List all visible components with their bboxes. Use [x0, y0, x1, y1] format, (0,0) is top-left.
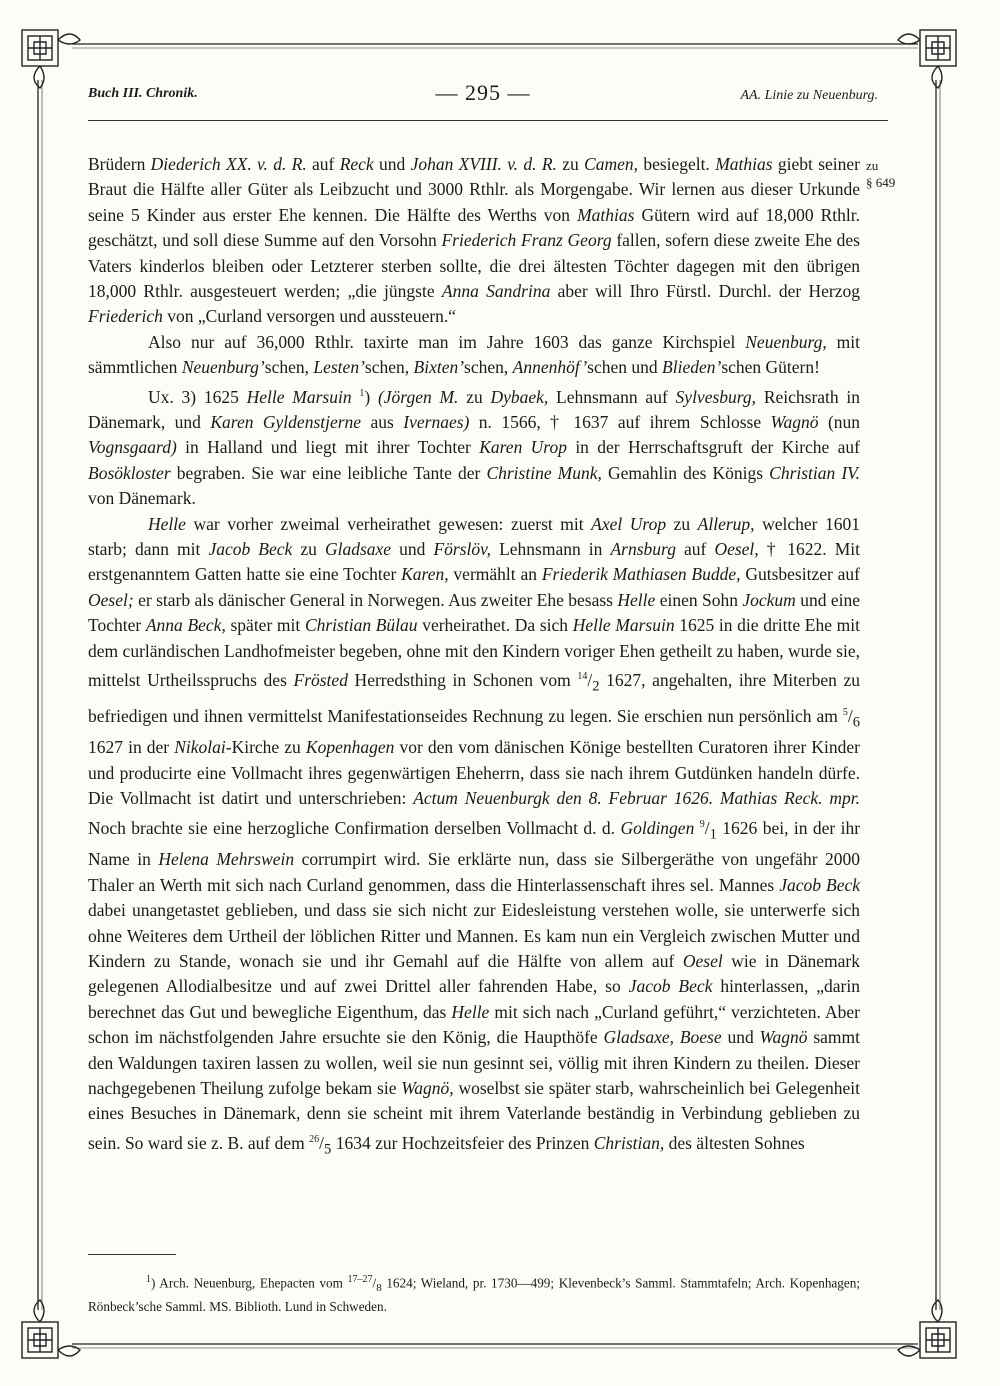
margin-note [866, 157, 936, 191]
running-header [88, 80, 878, 108]
corner-ornament-top-right [898, 30, 956, 88]
footnote-rule [88, 1254, 176, 1255]
corner-ornament-top-left [22, 30, 80, 88]
paragraph: Brüdern Diederich XX. v. d. R. auf Reck und Johan XVIII. v. d. R. zu Camen, besiegelt. Mathias giebt seiner Braut die Hälfte aller Güter als Leibzucht und 3000 Rthlr. als Morgengabe. Wir lernen aus dieser Urkunde seine 5 Kinder aus erster Ehe kennen. Die Hälfte des Werths von Mathias Gütern wird auf 18,000 Rthlr. geschätzt, und soll diese Summe auf den Vorsohn Friederich Franz Georg fallen, sofern diese zweite Ehe des Vaters kinderlos bleiben oder Letzterer sterben sollte, die drei ältesten Töchter dagegen mit den übrigen 18,000 Rthlr. ausgesteuert werden; „die jüngste Anna Sandrina aber will Ihro Fürstl. Durchl. der Herzog Friederich von „Curland versorgen und aussteuern.“ [88, 154, 861, 327]
header-rule [88, 120, 888, 121]
paragraph: Also nur auf 36,000 Rthlr. taxirte man im Jahre 1603 das ganze Kirchspiel Neuenburg, mit sämmtlichen Neuenburg’schen, Lesten’schen, Bixten’schen, Annenhöf’schen und Blieden’schen Gütern! [88, 331, 860, 378]
margin-note-section: § 649 [866, 175, 896, 190]
header-lineage: AA. Linie zu Neuenburg. [740, 88, 878, 103]
corner-ornament-bottom-right [898, 1300, 956, 1358]
page-number: — 295 — [435, 80, 531, 105]
paragraph: Ux. 3) 1625 Helle Marsuin $^1$) (Jörgen M. zu Dybaek, Lehnsmann auf Sylvesburg, Reichsrath in Dänemark, und Karen Gyldenstjerne aus Ivernaes) n. 1566, † 1637 auf ihrem Schlosse Wagnö (nun Vognsgaard) in Halland und liegt mit ihrer Tochter Karen Urop in der Herrschaftsgruft der Kirche auf Bosökloster begraben. Sie war eine leibliche Tante der Christine Munk, Gemahlin des Königs Christian IV. von Dänemark. [88, 386, 861, 509]
footnote [88, 1271, 860, 1315]
footnote-text: $^1$) Arch. Neuenburg, Ehepacten vom $^{17-27}/_8$ 1624; Wieland, pr. 1730—499; Klevenbeck’s Samml. Stammtafeln; Arch. Kopenhagen; Rönbeck’sche Samml. MS. Biblioth. Lund in Schweden. [88, 1274, 860, 1314]
header-book-chapter: Buch III. Chronik. [88, 86, 198, 101]
paragraph: Helle war vorher zweimal verheirathet gewesen: zuerst mit Axel Urop zu Allerup, welcher 1601 starb; dann mit Jacob Beck zu Gladsaxe und Förslöv, Lehnsmann in Arnsburg auf Oesel, † 1622. Mit erstgenanntem Gatten hatte sie eine Tochter Karen, vermählt an Friederik Mathiasen Budde, Gutsbesitzer auf Oesel; er starb als dänischer General in Norwegen. Aus zweiter Ehe besass Helle einen Sohn Jockum und eine Tochter Anna Beck, später mit Christian Bülau verheirathet. Da sich Helle Marsuin 1625 in die dritte Ehe mit dem curländischen Landhofmeister begeben, ohne mit den Kindern voriger Ehen getheilt zu haben, wurde sie, mittelst Urtheilsspruchs des Frösted Herredsthing in Schonen vom $^{14}/_2$ 1627, angehalten, ihre Miterben zu befriedigen und ihnen vermittelst Manifestationseides Rechnung zu legen. Sie erschien nun persönlich am $^5/_6$ 1627 in der Nikolai-Kirche zu Kopenhagen vor den vom dänischen Könige bestellten Curatoren ihrer Kinder und producirte eine Vollmacht ihres gegenwärtigen Eheherrn, dass sie nach ihrem Gutdünken handeln dürfe. Die Vollmacht ist datirt und unterschrieben: Actum Neuenburgk den 8. Februar 1626. Mathias Reck. mpr. Noch brachte sie eine herzogliche Confirmation derselben Vollmacht d. d. Goldingen $^9/_1$ 1626 bei, in der ihr Name in Helena Mehrswein corrumpirt wird. Sie erklärte nun, dass sie Silbergeräthe von ungefähr 2000 Thaler an Werth mit sich nach Curland genommen, dass die Hinterlassenschaft ihres sel. Mannes Jacob Beck dabei unangetastet geblieben, und dass sie sich nicht zur Eidesleistung verstehen wolle, sie unterwerfe sich ohne Weiteres dem Urtheil der löblichen Ritter und Mannen. Es kam nun ein Vergleich zwischen Mutter und Kindern zu Stande, wonach sie und ihr Gemahl auf die Hälfte von allem auf Oesel wie in Dänemark gelegenen Allodialbesitze und auf zwei Drittel aller fahrenden Habe, so Jacob Beck hinterlassen, „darin berechnet das Gut und bewegliche Eigenthum, das Helle mit sich nach „Curland geführt,“ verzichteten. Aber schon im nächstfolgenden Jahre ersuchte sie den König, die Haupthöfe Gladsaxe, Boese und Wagnö sammt den Waldungen taxiren lassen zu wollen, weil sie nun gesinnt sei, völlig mit ihren Kindern zu theilen. Dieser nachgegebenen Theilung zufolge bekam sie Wagnö, woselbst sie später starb, wahrscheinlich bei Gelegenheit eines Besuches in Dänemark, denn sie scheint mit ihrem Vaterlande beständig in Verbindung geblieben zu sein. So ward sie z. B. auf dem $^{26}/_5$ 1634 zur Hochzeitsfeier des Prinzen Christian, des ältesten Sohnes [88, 513, 861, 1158]
margin-note-line: zu [866, 158, 879, 173]
corner-ornament-bottom-left [22, 1300, 80, 1358]
body-text [88, 152, 860, 1163]
